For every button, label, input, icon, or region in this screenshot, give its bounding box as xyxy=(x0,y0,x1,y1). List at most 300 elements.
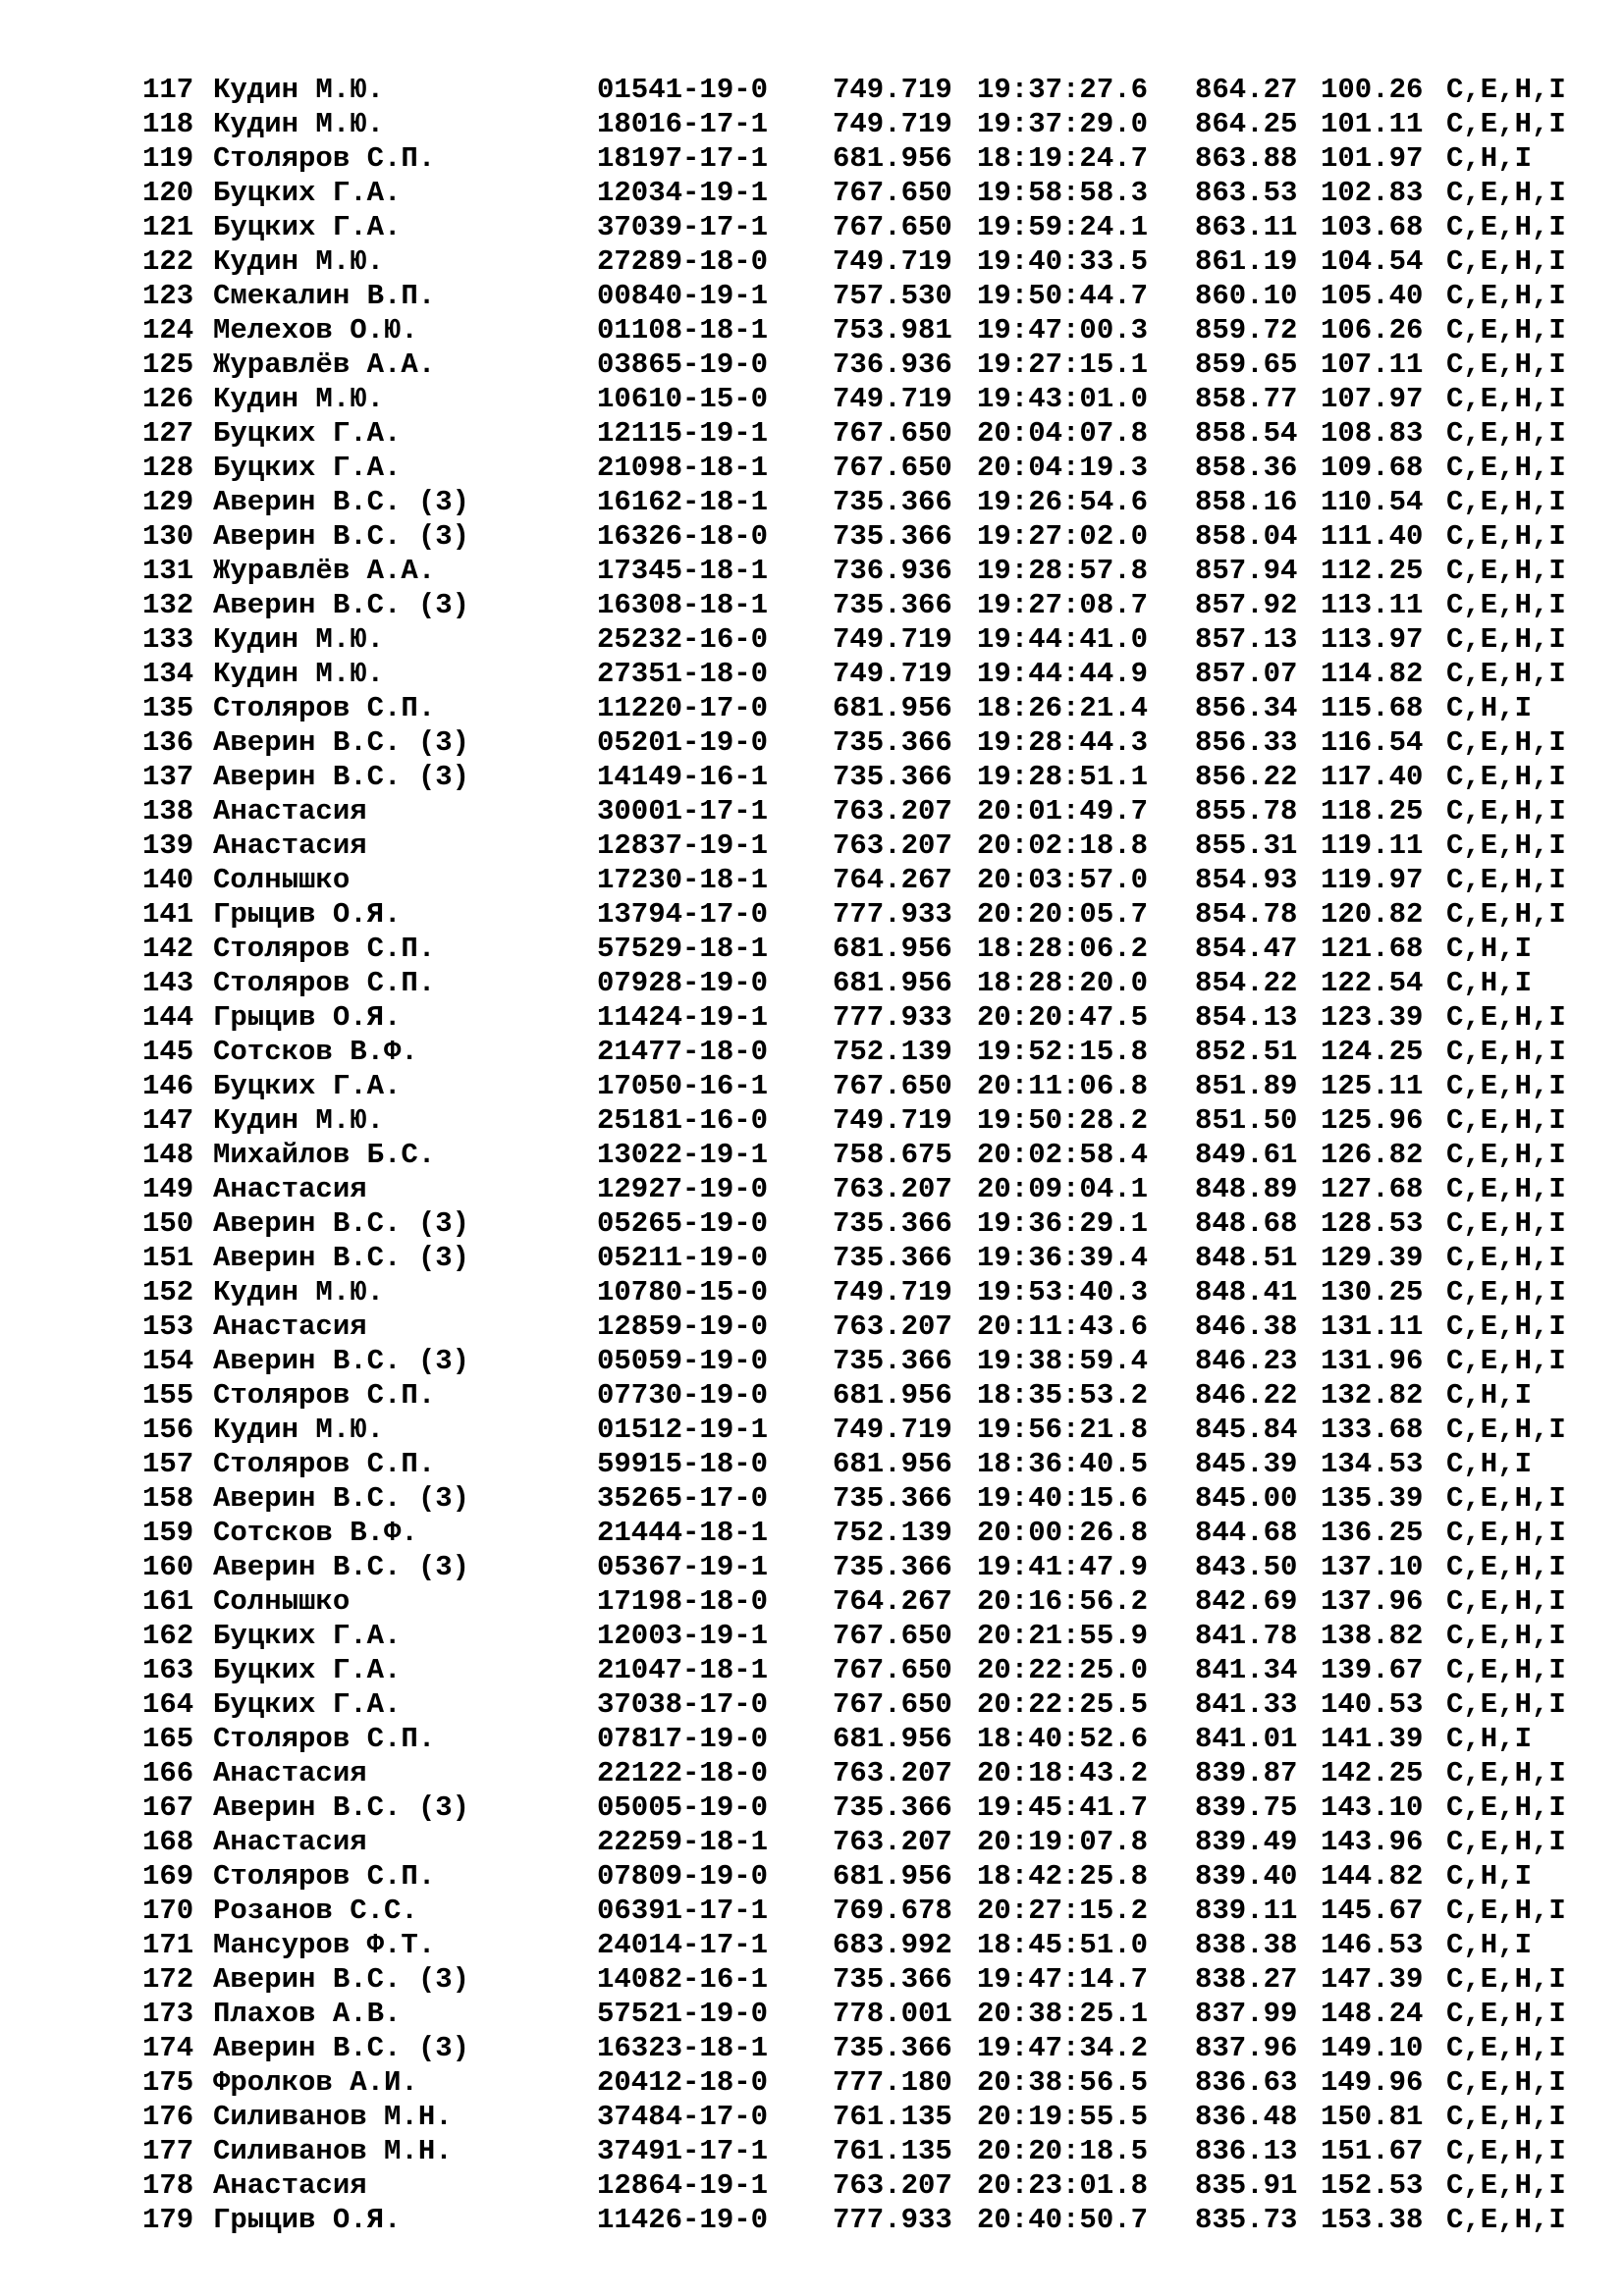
place-number: 148 xyxy=(142,1139,194,1171)
table-row xyxy=(142,1790,1586,1825)
points-value: 113.97 xyxy=(1321,623,1424,656)
table-row xyxy=(142,966,1586,1000)
speed-value: 856.22 xyxy=(1195,761,1298,793)
speed-value: 839.40 xyxy=(1195,1860,1298,1893)
ring-id: 37038-17-0 xyxy=(597,1688,769,1721)
place-number: 179 xyxy=(142,2204,194,2236)
points-value: 107.11 xyxy=(1321,348,1424,381)
category-tags: C,H,I xyxy=(1446,1379,1533,1412)
arrival-time: 19:37:27.6 xyxy=(977,74,1149,106)
points-value: 102.83 xyxy=(1321,177,1424,209)
speed-value: 839.49 xyxy=(1195,1826,1298,1858)
ring-id: 07730-19-0 xyxy=(597,1379,769,1412)
speed-value: 841.34 xyxy=(1195,1654,1298,1686)
place-number: 169 xyxy=(142,1860,194,1893)
ring-id: 05211-19-0 xyxy=(597,1242,769,1274)
category-tags: C,H,I xyxy=(1446,142,1533,175)
category-tags: C,E,H,I xyxy=(1446,1070,1566,1102)
speed-value: 858.77 xyxy=(1195,383,1298,415)
distance-value: 749.719 xyxy=(833,658,952,690)
place-number: 162 xyxy=(142,1620,194,1652)
speed-value: 854.47 xyxy=(1195,933,1298,965)
ring-id: 57521-19-0 xyxy=(597,1998,769,2030)
speed-value: 835.73 xyxy=(1195,2204,1298,2236)
speed-value: 856.34 xyxy=(1195,692,1298,724)
distance-value: 758.675 xyxy=(833,1139,952,1171)
ring-id: 01541-19-0 xyxy=(597,74,769,106)
speed-value: 839.75 xyxy=(1195,1791,1298,1824)
place-number: 146 xyxy=(142,1070,194,1102)
category-tags: C,E,H,I xyxy=(1446,2032,1566,2064)
arrival-time: 20:01:49.7 xyxy=(977,795,1149,828)
points-value: 145.67 xyxy=(1321,1895,1424,1927)
table-row xyxy=(142,760,1586,794)
points-value: 130.25 xyxy=(1321,1276,1424,1308)
speed-value: 839.87 xyxy=(1195,1757,1298,1789)
category-tags: C,H,I xyxy=(1446,692,1533,724)
points-value: 153.38 xyxy=(1321,2204,1424,2236)
place-number: 118 xyxy=(142,108,194,140)
place-number: 161 xyxy=(142,1585,194,1618)
speed-value: 852.51 xyxy=(1195,1036,1298,1068)
category-tags: C,E,H,I xyxy=(1446,1173,1566,1205)
ring-id: 07809-19-0 xyxy=(597,1860,769,1893)
arrival-time: 19:43:01.0 xyxy=(977,383,1149,415)
participant-name: Аверин В.С. (3) xyxy=(213,1207,470,1240)
speed-value: 854.13 xyxy=(1195,1001,1298,1034)
table-row xyxy=(142,1069,1586,1103)
speed-value: 863.53 xyxy=(1195,177,1298,209)
place-number: 173 xyxy=(142,1998,194,2030)
distance-value: 681.956 xyxy=(833,1860,952,1893)
points-value: 129.39 xyxy=(1321,1242,1424,1274)
table-row xyxy=(142,141,1586,176)
category-tags: C,E,H,I xyxy=(1446,2135,1566,2167)
arrival-time: 20:03:57.0 xyxy=(977,864,1149,896)
table-row xyxy=(142,451,1586,485)
participant-name: Аверин В.С. (3) xyxy=(213,1482,470,1515)
speed-value: 864.25 xyxy=(1195,108,1298,140)
participant-name: Анастасия xyxy=(213,829,367,862)
arrival-time: 19:53:40.3 xyxy=(977,1276,1149,1308)
category-tags: C,E,H,I xyxy=(1446,1895,1566,1927)
distance-value: 767.650 xyxy=(833,1688,952,1721)
category-tags: C,E,H,I xyxy=(1446,1551,1566,1583)
ring-id: 21444-18-1 xyxy=(597,1517,769,1549)
distance-value: 735.366 xyxy=(833,1791,952,1824)
ring-id: 27289-18-0 xyxy=(597,245,769,278)
category-tags: C,E,H,I xyxy=(1446,1036,1566,1068)
arrival-time: 20:22:25.5 xyxy=(977,1688,1149,1721)
points-value: 142.25 xyxy=(1321,1757,1424,1789)
speed-value: 859.65 xyxy=(1195,348,1298,381)
distance-value: 777.933 xyxy=(833,898,952,931)
participant-name: Аверин В.С. (3) xyxy=(213,2032,470,2064)
place-number: 120 xyxy=(142,177,194,209)
ring-id: 05059-19-0 xyxy=(597,1345,769,1377)
place-number: 149 xyxy=(142,1173,194,1205)
ring-id: 13794-17-0 xyxy=(597,898,769,931)
place-number: 147 xyxy=(142,1104,194,1137)
place-number: 152 xyxy=(142,1276,194,1308)
place-number: 159 xyxy=(142,1517,194,1549)
participant-name: Мелехов О.Ю. xyxy=(213,314,418,347)
points-value: 119.11 xyxy=(1321,829,1424,862)
place-number: 175 xyxy=(142,2066,194,2099)
speed-value: 855.78 xyxy=(1195,795,1298,828)
speed-value: 856.33 xyxy=(1195,726,1298,759)
speed-value: 845.00 xyxy=(1195,1482,1298,1515)
distance-value: 763.207 xyxy=(833,2169,952,2202)
ring-id: 07928-19-0 xyxy=(597,967,769,999)
points-value: 143.10 xyxy=(1321,1791,1424,1824)
ring-id: 21047-18-1 xyxy=(597,1654,769,1686)
speed-value: 858.54 xyxy=(1195,417,1298,450)
ring-id: 18197-17-1 xyxy=(597,142,769,175)
arrival-time: 20:11:06.8 xyxy=(977,1070,1149,1102)
place-number: 126 xyxy=(142,383,194,415)
participant-name: Столяров С.П. xyxy=(213,692,436,724)
category-tags: C,E,H,I xyxy=(1446,1757,1566,1789)
participant-name: Кудин М.Ю. xyxy=(213,1414,385,1446)
participant-name: Аверин В.С. (3) xyxy=(213,1791,470,1824)
category-tags: C,E,H,I xyxy=(1446,1207,1566,1240)
ring-id: 20412-18-0 xyxy=(597,2066,769,2099)
place-number: 137 xyxy=(142,761,194,793)
points-value: 149.10 xyxy=(1321,2032,1424,2064)
table-row xyxy=(142,1756,1586,1790)
points-value: 137.10 xyxy=(1321,1551,1424,1583)
speed-value: 854.93 xyxy=(1195,864,1298,896)
participant-name: Смекалин В.П. xyxy=(213,280,436,312)
participant-name: Аверин В.С. (3) xyxy=(213,589,470,621)
participant-name: Аверин В.С. (3) xyxy=(213,1242,470,1274)
place-number: 171 xyxy=(142,1929,194,1961)
table-row xyxy=(142,2168,1586,2203)
place-number: 136 xyxy=(142,726,194,759)
distance-value: 681.956 xyxy=(833,933,952,965)
arrival-time: 20:04:19.3 xyxy=(977,452,1149,484)
points-value: 114.82 xyxy=(1321,658,1424,690)
points-value: 131.96 xyxy=(1321,1345,1424,1377)
ring-id: 24014-17-1 xyxy=(597,1929,769,1961)
participant-name: Аверин В.С. (3) xyxy=(213,520,470,553)
points-value: 134.53 xyxy=(1321,1448,1424,1480)
participant-name: Аверин В.С. (3) xyxy=(213,726,470,759)
points-value: 123.39 xyxy=(1321,1001,1424,1034)
speed-value: 836.63 xyxy=(1195,2066,1298,2099)
distance-value: 735.366 xyxy=(833,1207,952,1240)
distance-value: 752.139 xyxy=(833,1036,952,1068)
category-tags: C,E,H,I xyxy=(1446,1620,1566,1652)
participant-name: Анастасия xyxy=(213,2169,367,2202)
speed-value: 864.27 xyxy=(1195,74,1298,106)
table-row xyxy=(142,1000,1586,1035)
table-row xyxy=(142,2203,1586,2237)
ring-id: 14149-16-1 xyxy=(597,761,769,793)
place-number: 178 xyxy=(142,2169,194,2202)
points-value: 124.25 xyxy=(1321,1036,1424,1068)
speed-value: 858.16 xyxy=(1195,486,1298,518)
participant-name: Грыцив О.Я. xyxy=(213,1001,402,1034)
speed-value: 858.04 xyxy=(1195,520,1298,553)
category-tags: C,E,H,I xyxy=(1446,1104,1566,1137)
distance-value: 681.956 xyxy=(833,1723,952,1755)
speed-value: 843.50 xyxy=(1195,1551,1298,1583)
category-tags: C,E,H,I xyxy=(1446,2101,1566,2133)
category-tags: C,E,H,I xyxy=(1446,829,1566,862)
speed-value: 854.22 xyxy=(1195,967,1298,999)
arrival-time: 19:37:29.0 xyxy=(977,108,1149,140)
points-value: 128.53 xyxy=(1321,1207,1424,1240)
speed-value: 848.51 xyxy=(1195,1242,1298,1274)
table-row xyxy=(142,2134,1586,2168)
ring-id: 21477-18-0 xyxy=(597,1036,769,1068)
arrival-time: 20:38:25.1 xyxy=(977,1998,1149,2030)
ring-id: 17198-18-0 xyxy=(597,1585,769,1618)
distance-value: 681.956 xyxy=(833,692,952,724)
points-value: 127.68 xyxy=(1321,1173,1424,1205)
table-row xyxy=(142,1413,1586,1447)
place-number: 163 xyxy=(142,1654,194,1686)
arrival-time: 19:28:57.8 xyxy=(977,555,1149,587)
arrival-time: 20:38:56.5 xyxy=(977,2066,1149,2099)
speed-value: 846.22 xyxy=(1195,1379,1298,1412)
distance-value: 763.207 xyxy=(833,1826,952,1858)
place-number: 165 xyxy=(142,1723,194,1755)
place-number: 167 xyxy=(142,1791,194,1824)
category-tags: C,E,H,I xyxy=(1446,486,1566,518)
table-row xyxy=(142,107,1586,141)
arrival-time: 19:26:54.6 xyxy=(977,486,1149,518)
distance-value: 749.719 xyxy=(833,108,952,140)
distance-value: 749.719 xyxy=(833,74,952,106)
points-value: 137.96 xyxy=(1321,1585,1424,1618)
table-row xyxy=(142,1344,1586,1378)
speed-value: 851.50 xyxy=(1195,1104,1298,1137)
participant-name: Розанов С.С. xyxy=(213,1895,418,1927)
participant-name: Журавлёв А.А. xyxy=(213,348,436,381)
ring-id: 18016-17-1 xyxy=(597,108,769,140)
place-number: 143 xyxy=(142,967,194,999)
distance-value: 735.366 xyxy=(833,520,952,553)
category-tags: C,E,H,I xyxy=(1446,1276,1566,1308)
speed-value: 844.68 xyxy=(1195,1517,1298,1549)
points-value: 143.96 xyxy=(1321,1826,1424,1858)
ring-id: 05201-19-0 xyxy=(597,726,769,759)
place-number: 151 xyxy=(142,1242,194,1274)
points-value: 119.97 xyxy=(1321,864,1424,896)
arrival-time: 19:45:41.7 xyxy=(977,1791,1149,1824)
distance-value: 767.650 xyxy=(833,417,952,450)
distance-value: 736.936 xyxy=(833,555,952,587)
points-value: 112.25 xyxy=(1321,555,1424,587)
table-row xyxy=(142,1722,1586,1756)
arrival-time: 20:27:15.2 xyxy=(977,1895,1149,1927)
speed-value: 857.13 xyxy=(1195,623,1298,656)
distance-value: 735.366 xyxy=(833,726,952,759)
participant-name: Аверин В.С. (3) xyxy=(213,486,470,518)
ring-id: 16323-18-1 xyxy=(597,2032,769,2064)
points-value: 131.11 xyxy=(1321,1310,1424,1343)
category-tags: C,E,H,I xyxy=(1446,1345,1566,1377)
category-tags: C,E,H,I xyxy=(1446,795,1566,828)
ring-id: 37491-17-1 xyxy=(597,2135,769,2167)
table-row xyxy=(142,1206,1586,1241)
category-tags: C,E,H,I xyxy=(1446,864,1566,896)
arrival-time: 19:36:39.4 xyxy=(977,1242,1149,1274)
place-number: 130 xyxy=(142,520,194,553)
category-tags: C,H,I xyxy=(1446,933,1533,965)
ring-id: 30001-17-1 xyxy=(597,795,769,828)
distance-value: 764.267 xyxy=(833,864,952,896)
speed-value: 860.10 xyxy=(1195,280,1298,312)
ring-id: 12859-19-0 xyxy=(597,1310,769,1343)
points-value: 107.97 xyxy=(1321,383,1424,415)
points-value: 118.25 xyxy=(1321,795,1424,828)
arrival-time: 19:27:08.7 xyxy=(977,589,1149,621)
arrival-time: 19:38:59.4 xyxy=(977,1345,1149,1377)
ring-id: 37484-17-0 xyxy=(597,2101,769,2133)
category-tags: C,E,H,I xyxy=(1446,1585,1566,1618)
points-value: 104.54 xyxy=(1321,245,1424,278)
arrival-time: 20:19:55.5 xyxy=(977,2101,1149,2133)
distance-value: 763.207 xyxy=(833,1173,952,1205)
category-tags: C,E,H,I xyxy=(1446,417,1566,450)
points-value: 149.96 xyxy=(1321,2066,1424,2099)
arrival-time: 18:42:25.8 xyxy=(977,1860,1149,1893)
ring-id: 01512-19-1 xyxy=(597,1414,769,1446)
ring-id: 05005-19-0 xyxy=(597,1791,769,1824)
speed-value: 854.78 xyxy=(1195,898,1298,931)
table-row xyxy=(142,691,1586,725)
place-number: 164 xyxy=(142,1688,194,1721)
table-row xyxy=(142,725,1586,760)
results-listing xyxy=(142,73,1586,2237)
speed-value: 845.84 xyxy=(1195,1414,1298,1446)
ring-id: 21098-18-1 xyxy=(597,452,769,484)
results-rows xyxy=(142,73,1586,2237)
speed-value: 846.23 xyxy=(1195,1345,1298,1377)
points-value: 139.67 xyxy=(1321,1654,1424,1686)
ring-id: 12115-19-1 xyxy=(597,417,769,450)
distance-value: 735.366 xyxy=(833,486,952,518)
category-tags: C,E,H,I xyxy=(1446,383,1566,415)
distance-value: 769.678 xyxy=(833,1895,952,1927)
distance-value: 681.956 xyxy=(833,142,952,175)
speed-value: 841.33 xyxy=(1195,1688,1298,1721)
category-tags: C,E,H,I xyxy=(1446,555,1566,587)
place-number: 172 xyxy=(142,1963,194,1996)
participant-name: Кудин М.Ю. xyxy=(213,658,385,690)
speed-value: 863.11 xyxy=(1195,211,1298,243)
category-tags: C,E,H,I xyxy=(1446,2169,1566,2202)
place-number: 128 xyxy=(142,452,194,484)
place-number: 122 xyxy=(142,245,194,278)
speed-value: 857.07 xyxy=(1195,658,1298,690)
participant-name: Анастасия xyxy=(213,1173,367,1205)
participant-name: Буцких Г.А. xyxy=(213,211,402,243)
ring-id: 22259-18-1 xyxy=(597,1826,769,1858)
participant-name: Силиванов М.Н. xyxy=(213,2135,453,2167)
category-tags: C,E,H,I xyxy=(1446,1242,1566,1274)
place-number: 166 xyxy=(142,1757,194,1789)
table-row xyxy=(142,1825,1586,1859)
participant-name: Буцких Г.А. xyxy=(213,177,402,209)
category-tags: C,E,H,I xyxy=(1446,1998,1566,2030)
distance-value: 753.981 xyxy=(833,314,952,347)
participant-name: Кудин М.Ю. xyxy=(213,623,385,656)
arrival-time: 20:18:43.2 xyxy=(977,1757,1149,1789)
table-row xyxy=(142,1309,1586,1344)
points-value: 109.68 xyxy=(1321,452,1424,484)
place-number: 170 xyxy=(142,1895,194,1927)
place-number: 125 xyxy=(142,348,194,381)
arrival-time: 20:23:01.8 xyxy=(977,2169,1149,2202)
category-tags: C,E,H,I xyxy=(1446,1791,1566,1824)
points-value: 125.11 xyxy=(1321,1070,1424,1102)
points-value: 117.40 xyxy=(1321,761,1424,793)
table-row xyxy=(142,657,1586,691)
arrival-time: 19:50:28.2 xyxy=(977,1104,1149,1137)
place-number: 154 xyxy=(142,1345,194,1377)
points-value: 120.82 xyxy=(1321,898,1424,931)
category-tags: C,H,I xyxy=(1446,1860,1533,1893)
ring-id: 12837-19-1 xyxy=(597,829,769,862)
arrival-time: 18:36:40.5 xyxy=(977,1448,1149,1480)
place-number: 174 xyxy=(142,2032,194,2064)
table-row xyxy=(142,2065,1586,2100)
arrival-time: 19:41:47.9 xyxy=(977,1551,1149,1583)
ring-id: 06391-17-1 xyxy=(597,1895,769,1927)
speed-value: 838.38 xyxy=(1195,1929,1298,1961)
arrival-time: 20:02:58.4 xyxy=(977,1139,1149,1171)
participant-name: Грыцив О.Я. xyxy=(213,2204,402,2236)
table-row xyxy=(142,1619,1586,1653)
category-tags: C,E,H,I xyxy=(1446,761,1566,793)
arrival-time: 20:11:43.6 xyxy=(977,1310,1149,1343)
speed-value: 855.31 xyxy=(1195,829,1298,862)
points-value: 140.53 xyxy=(1321,1688,1424,1721)
ring-id: 25181-16-0 xyxy=(597,1104,769,1137)
points-value: 101.11 xyxy=(1321,108,1424,140)
arrival-time: 20:20:18.5 xyxy=(977,2135,1149,2167)
distance-value: 778.001 xyxy=(833,1998,952,2030)
ring-id: 16162-18-1 xyxy=(597,486,769,518)
arrival-time: 20:20:05.7 xyxy=(977,898,1149,931)
points-value: 133.68 xyxy=(1321,1414,1424,1446)
table-row xyxy=(142,1241,1586,1275)
points-value: 101.97 xyxy=(1321,142,1424,175)
table-row xyxy=(142,863,1586,897)
arrival-time: 19:47:14.7 xyxy=(977,1963,1149,1996)
place-number: 132 xyxy=(142,589,194,621)
points-value: 147.39 xyxy=(1321,1963,1424,1996)
category-tags: C,E,H,I xyxy=(1446,452,1566,484)
distance-value: 749.719 xyxy=(833,1414,952,1446)
ring-id: 12927-19-0 xyxy=(597,1173,769,1205)
participant-name: Солнышко xyxy=(213,1585,351,1618)
points-value: 110.54 xyxy=(1321,486,1424,518)
table-row xyxy=(142,1962,1586,1997)
table-row xyxy=(142,1928,1586,1962)
table-row xyxy=(142,210,1586,244)
speed-value: 846.38 xyxy=(1195,1310,1298,1343)
ring-id: 27351-18-0 xyxy=(597,658,769,690)
speed-value: 835.91 xyxy=(1195,2169,1298,2202)
arrival-time: 19:28:51.1 xyxy=(977,761,1149,793)
arrival-time: 19:36:29.1 xyxy=(977,1207,1149,1240)
